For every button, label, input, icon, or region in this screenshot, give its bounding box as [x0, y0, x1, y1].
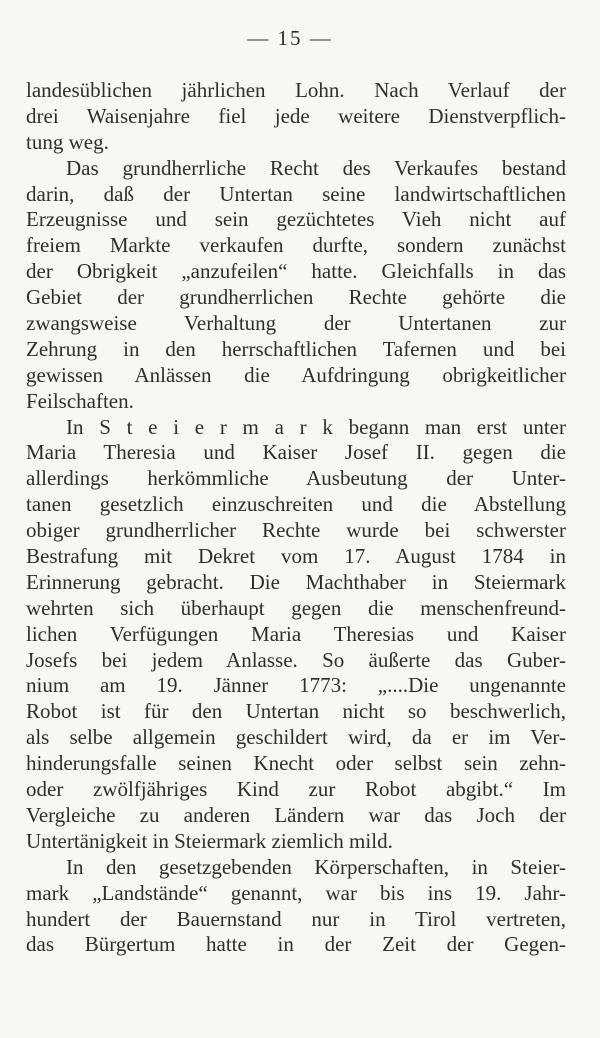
- text-line: hundert der Bauernstand nur in Tirol vertreten,: [26, 906, 566, 931]
- text-line: oder zwölfjähriges Kind zur Robot abgibt.“ Im: [26, 777, 566, 802]
- text-line: wehrten sich überhaupt gegen die menschenfreund-: [26, 595, 566, 620]
- text-line: Untertänigkeit in Steiermark ziemlich mild.: [26, 828, 393, 853]
- page-number: — 15 —: [247, 26, 333, 50]
- text-line: der Obrigkeit „anzufeilen“ hatte. Gleichfalls in das: [26, 259, 566, 284]
- text-line: allerdings herkömmliche Ausbeutung der Unter-: [26, 466, 566, 491]
- text-line: Feilschaften.: [26, 388, 134, 413]
- text-line: gewissen Anlässen die Aufdringung obrigkeitlicher: [26, 362, 566, 387]
- text-line: Josefs bei jedem Anlasse. So äußerte das Guber-: [26, 647, 566, 672]
- text-line: In S t e i e r m a r k begann man erst unter: [66, 414, 566, 439]
- text-line: darin, daß der Untertan seine landwirtschaftlichen: [26, 181, 566, 206]
- body-text: [26, 78, 566, 958]
- text-line: mark „Landstände“ genannt, war bis ins 19. Jahr-: [26, 880, 566, 905]
- text-line: hinderungsfalle seinen Knecht oder selbst sein zehn-: [26, 751, 566, 776]
- text-line: Maria Theresia und Kaiser Josef II. gegen die: [26, 440, 566, 465]
- text-line: Erinnerung gebracht. Die Machthaber in Steiermark: [26, 569, 566, 594]
- text-line: freiem Markte verkaufen durfte, sondern zunächst: [26, 233, 566, 258]
- text-line: obiger grundherrlicher Rechte wurde bei schwerster: [26, 518, 566, 543]
- text-line: Zehrung in den herrschaftlichen Tafernen und bei: [26, 336, 566, 361]
- text-line: tanen gesetzlich einzuschreiten und die Abstellung: [26, 492, 566, 517]
- text-line: zwangsweise Verhaltung der Untertanen zur: [26, 311, 566, 336]
- text-line: In den gesetzgebenden Körperschaften, in Steier-: [66, 854, 566, 879]
- text-line: als selbe allgemein geschildert wird, da er im Ver-: [26, 725, 566, 750]
- text-line: Vergleiche zu anderen Ländern war das Joch der: [26, 802, 566, 827]
- text-line: Bestrafung mit Dekret vom 17. August 1784 in: [26, 544, 566, 569]
- text-line: Robot ist für den Untertan nicht so beschwerlich,: [26, 699, 566, 724]
- text-line: nium am 19. Jänner 1773: „....Die ungenannte: [26, 673, 566, 698]
- text-line: landesüblichen jährlichen Lohn. Nach Verlauf der: [26, 78, 566, 102]
- text-line: das Bürgertum hatte in der Zeit der Gegen-: [26, 932, 566, 957]
- text-line: Gebiet der grundherrlichen Rechte gehörte die: [26, 285, 566, 310]
- text-line: tung weg.: [26, 129, 109, 154]
- text-line: drei Waisenjahre fiel jede weitere Dienstverpflich-: [26, 103, 566, 128]
- text-line: lichen Verfügungen Maria Theresias und Kaiser: [26, 621, 566, 646]
- text-line: Das grundherrliche Recht des Verkaufes bestand: [66, 155, 566, 180]
- text-line: Erzeugnisse und sein gezüchtetes Vieh nicht auf: [26, 207, 566, 232]
